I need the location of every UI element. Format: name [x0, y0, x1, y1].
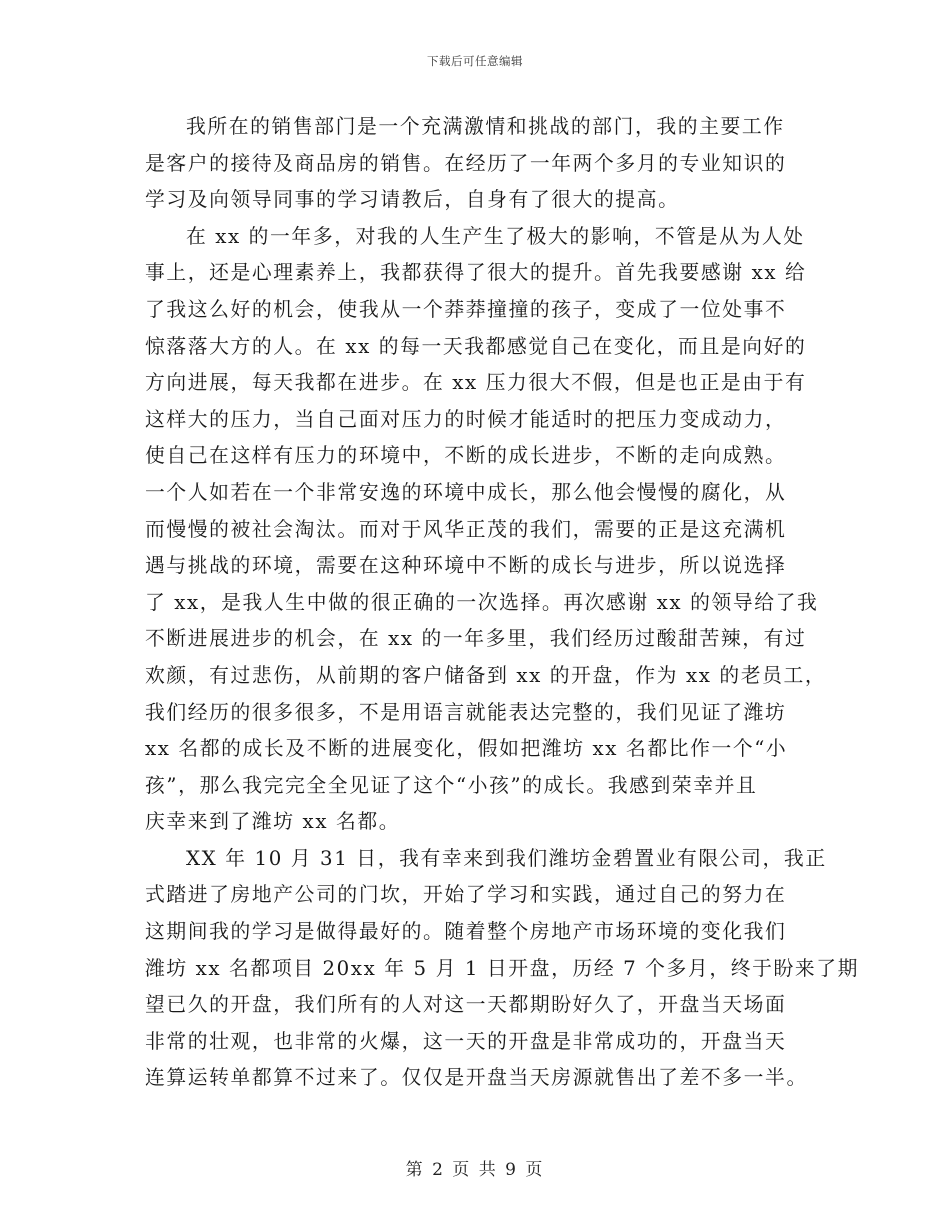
text-line: 欢颜，有过悲伤，从前期的客户储备到 xx 的开盘，作为 xx 的老员工，	[145, 663, 827, 687]
text-line: 遇与挑战的环境，需要在这种环境中不断的成长与进步，所以说选择	[145, 554, 787, 578]
text-line: 惊落落大方的人。在 xx 的每一天我都感觉自己在变化，而且是向好的	[145, 334, 807, 358]
text-line: 是客户的接待及商品房的销售。在经历了一年两个多月的专业知识的	[145, 151, 787, 175]
text-line: 式踏进了房地产公司的门坎，开始了学习和实践，通过自己的努力在	[145, 883, 787, 907]
paragraph-1	[145, 109, 807, 219]
text-line: 一个人如若在一个非常安逸的环境中成长，那么他会慢慢的腐化，从	[145, 480, 787, 504]
text-line: 而慢慢的被社会淘汰。而对于风华正茂的我们，需要的正是这充满机	[145, 517, 787, 541]
text-line: 这样大的压力，当自己面对压力的时候才能适时的把压力变成动力，	[145, 407, 787, 431]
text-line: 学习及向领导同事的学习请教后，自身有了很大的提高。	[145, 188, 680, 212]
text-line: 使自己在这样有压力的环境中，不断的成长进步，不断的走向成熟。	[145, 444, 787, 468]
text-line: 了 xx，是我人生中做的很正确的一次选择。再次感谢 xx 的领导给了我	[145, 590, 819, 614]
text-line: xx 名都的成长及不断的进展变化，假如把潍坊 xx 名都比作一个“小	[145, 737, 788, 761]
text-line: 非常的壮观，也非常的火爆，这一天的开盘是非常成功的，开盘当天	[145, 1029, 787, 1053]
text-line: 潍坊 xx 名都项目 20xx 年 5 月 1 日开盘，历经 7 个多月，终于盼来了期	[145, 956, 859, 980]
text-line: 孩”，那么我完完全全见证了这个“小孩”的成长。我感到荣幸并且	[145, 773, 758, 797]
text-line: 这期间我的学习是做得最好的。随着整个房地产市场环境的变化我们	[145, 920, 787, 944]
text-line: 连算运转单都算不过来了。仅仅是开盘当天房源就售出了差不多一半。	[145, 1066, 808, 1090]
paragraph-3	[145, 841, 859, 1097]
page-number: 第 2 页 共 9 页	[405, 1160, 545, 1180]
text-line: 不断进展进步的机会，在 xx 的一年多里，我们经历过酸甜苦辣，有过	[145, 627, 807, 651]
text-line: 事上，还是心理素养上，我都获得了很大的提升。首先我要感谢 xx 给	[145, 261, 807, 285]
page-header: 下载后可任意编辑	[427, 54, 523, 68]
text-line: XX 年 10 月 31 日，我有幸来到我们潍坊金碧置业有限公司，我正	[186, 846, 827, 870]
paragraph-2	[145, 219, 827, 841]
text-line: 庆幸来到了潍坊 xx 名都。	[145, 810, 401, 834]
text-line: 了我这么好的机会，使我从一个莽莽撞撞的孩子，变成了一位处事不	[145, 297, 787, 321]
page-body	[145, 109, 859, 1097]
text-line: 望已久的开盘，我们所有的人对这一天都期盼好久了，开盘当天场面	[145, 993, 787, 1017]
text-line: 方向进展，每天我都在进步。在 xx 压力很大不假，但是也正是由于有	[145, 371, 807, 395]
text-line: 我们经历的很多很多，不是用语言就能表达完整的，我们见证了潍坊	[145, 700, 787, 724]
text-line: 我所在的销售部门是一个充满激情和挑战的部门，我的主要工作	[186, 115, 785, 138]
text-line: 在 xx 的一年多，对我的人生产生了极大的影响，不管是从为人处	[186, 224, 805, 248]
